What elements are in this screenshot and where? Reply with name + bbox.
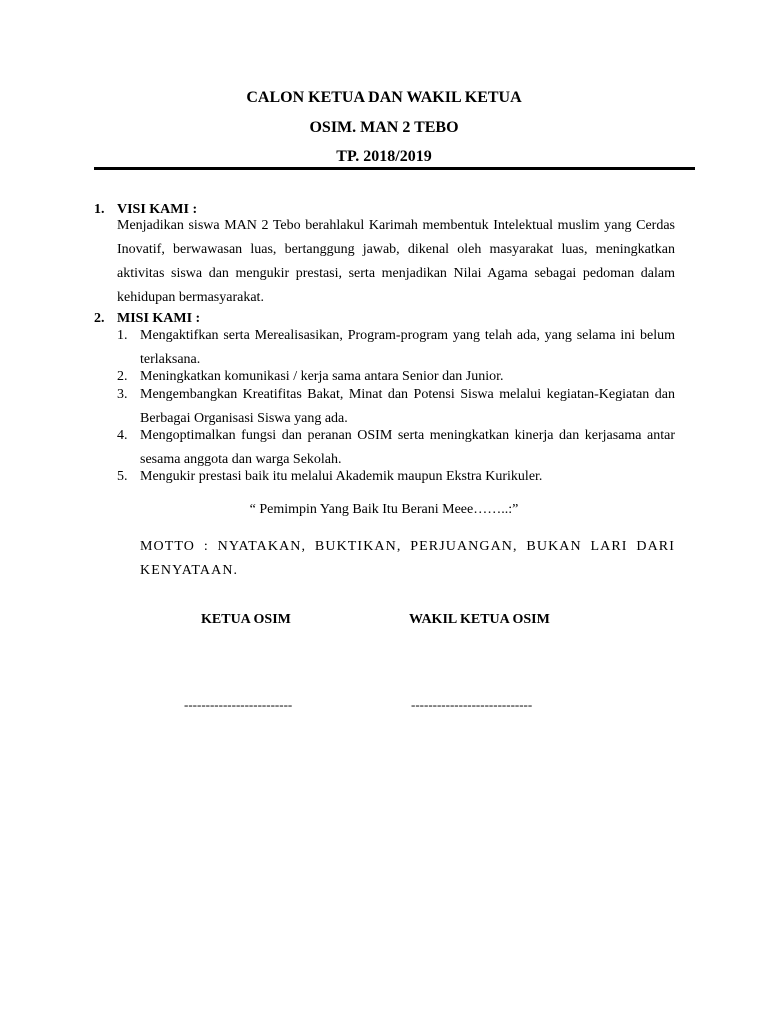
misi-item-text: Meningkatkan komunikasi / kerja sama antara Senior dan Junior.	[140, 369, 504, 384]
misi-item-text: Mengoptimalkan fungsi dan peranan OSIM serta meningkatkan kinerja dan kerjasama antar sesama anggota dan warga Sekolah.	[140, 428, 675, 467]
wakil-signature-line: ----------------------------	[411, 697, 533, 712]
document-title-line-2: OSIM. MAN 2 TEBO	[309, 119, 459, 136]
misi-item-number: 2.	[117, 369, 128, 384]
misi-item-number: 3.	[117, 387, 128, 402]
document-title-line-3: TP. 2018/2019	[336, 148, 432, 165]
wakil-signature-label: WAKIL KETUA OSIM	[409, 612, 550, 627]
misi-item-text: Mengaktifkan serta Merealisasikan, Program-program yang telah ada, yang selama ini belum terlaksana.	[140, 328, 675, 367]
visi-section-title: VISI KAMI :	[117, 202, 198, 217]
misi-section-title: MISI KAMI :	[117, 311, 201, 326]
misi-item-number: 5.	[117, 469, 128, 484]
misi-item-text: Mengukir prestasi baik itu melalui Akademik maupun Ekstra Kurikuler.	[140, 469, 543, 484]
motto-text: MOTTO : NYATAKAN, BUKTIKAN, PERJUANGAN, BUKAN LARI DARI KENYATAAN.	[140, 539, 675, 578]
visi-paragraph: Menjadikan siswa MAN 2 Tebo berahlakul Karimah membentuk Intelektual muslim yang Cerdas Inovatif, berwawasan luas, bertanggung jawab, dikenal oleh masyarakat luas, meningkatkan aktivitas siswa dan mengukir prestasi, serta menjadikan Nilai Agama sebagai pedoman dalam kehidupan bermasyarakat.	[117, 218, 675, 305]
misi-item-number: 4.	[117, 428, 128, 443]
misi-section-number: 2.	[94, 311, 105, 326]
ketua-signature-label: KETUA OSIM	[201, 612, 291, 627]
ketua-signature-line: -------------------------	[184, 697, 293, 712]
visi-section-number: 1.	[94, 202, 105, 217]
document-title-line-1: CALON KETUA DAN WAKIL KETUA	[246, 89, 522, 106]
header-divider	[94, 167, 695, 170]
misi-item-number: 1.	[117, 328, 128, 343]
misi-item-text: Mengembangkan Kreatifitas Bakat, Minat dan Potensi Siswa melalui kegiatan-Kegiatan dan Berbagai Organisasi Siswa yang ada.	[140, 387, 675, 426]
quote-text: “ Pemimpin Yang Baik Itu Berani Meee……..:”	[249, 502, 519, 517]
